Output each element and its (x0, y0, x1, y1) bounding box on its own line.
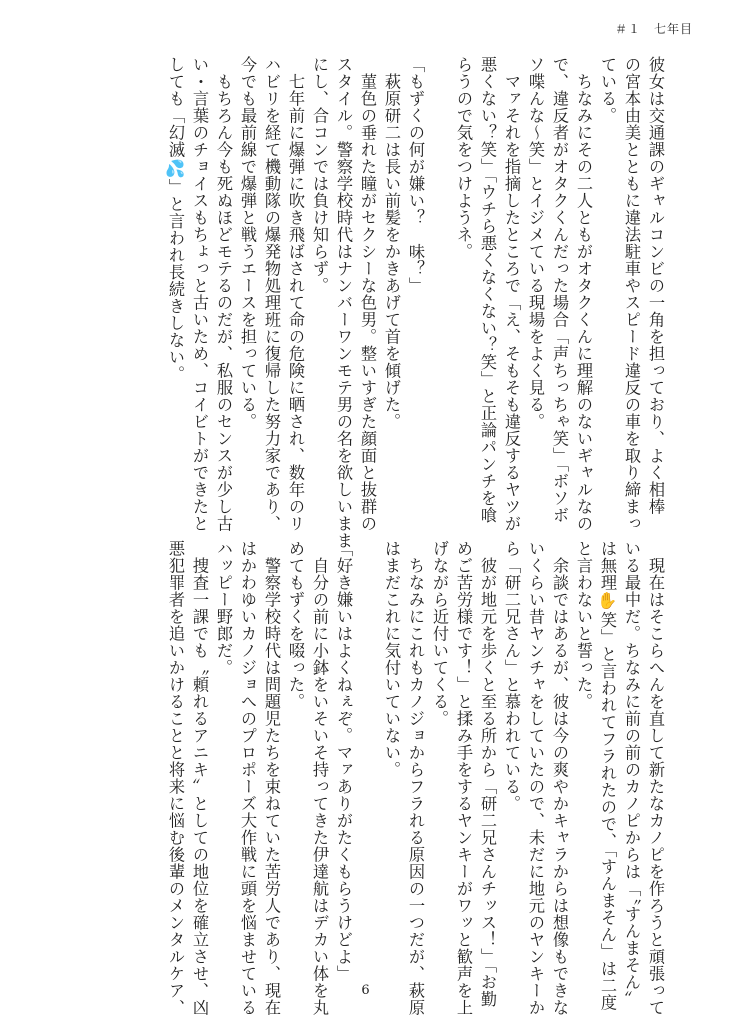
text-line: ちなみにこれもカノジョからフラれる原因の一つだが、萩原 (406, 540, 425, 1016)
text-line (355, 540, 379, 970)
text-line: ハッピー野郎だ。 (214, 540, 233, 676)
text-line: もちろん今も死ぬほどモテるのだが、私服のセンスが少し古 (214, 56, 233, 532)
text-line: ハビリを経て機動隊の爆発物処理班に復帰した努力家であり、 (262, 56, 281, 532)
text-line: らうので気をつけようネ。 (454, 56, 473, 260)
text-line: ソ喋んな〜笑」とイジメている現場をよく見る。 (526, 56, 545, 430)
text-line: 自分の前に小鉢をいそいそ持ってきた伊達航はデカい体を丸 (310, 540, 329, 1016)
text-line: 「もずくの何が嫌い？ 味？」 (406, 56, 425, 294)
text-line: 七年前に爆弾に吹き飛ばされて命の危険に晒され、数年のリ (286, 56, 305, 532)
text-line: はかわゆいカノジョへのプロポーズ大作戦に頭を悩ませている (238, 540, 257, 1016)
text-line: 現在はそこらへんを直して新たなカノピを作ろうと頑張って (646, 540, 665, 1016)
text-line: 余談ではあるが、彼は今の爽やかキャラからは想像もできな (550, 540, 569, 1016)
text-line: はまだこれに気付いていない。 (382, 540, 401, 778)
text-line: と言わないと誓った。 (574, 540, 593, 710)
text-line: げながら近付いてくる。 (430, 540, 449, 727)
text-line: マァそれを指摘したところで「え、そもそも違反するヤツが (502, 56, 521, 532)
text-line: スタイル。警察学校時代はナンバーワンモテ男の名を欲しいまま (334, 56, 353, 549)
text-line: 悪犯罪者を追いかけることと将来に悩む後輩のメンタルケア、 (166, 540, 185, 1016)
text-line: めてもずくを啜った。 (286, 540, 305, 710)
text-line: 「好き嫌いはよくねぇぞ。マァありがたくもらうけどよ」 (334, 540, 353, 982)
text-line: 彼女は交通課のギャルコンビの一角を担っており、よく相棒 (646, 56, 665, 515)
text-line: ら「研二兄さん」と慕われている。 (502, 540, 521, 812)
text-line: ている。 (598, 56, 617, 124)
running-header: ＃１ 七年目 (614, 22, 693, 36)
page-number: 6 (361, 983, 370, 998)
text-line (427, 56, 451, 486)
text-line: 彼が地元を歩くと至る所から「研二兄さんチッス！」「お勤 (478, 540, 497, 1008)
text-line: 警察学校時代は問題児たちを束ねていた苦労人であり、現在 (262, 540, 281, 1016)
text-line: にし、合コンでは負け知らず。 (310, 56, 329, 294)
text-line: 悪くない？笑」「ウチら悪くなくない？笑」と正論パンチを喰 (478, 56, 497, 524)
text-line: は無理✋笑」と言われてフラれたので、「すんまそん」は二度 (598, 540, 617, 1012)
text-line: いくらい昔ヤンチャをしていたので、未だに地元のヤンキーか (526, 540, 545, 1016)
text-block-top (107, 56, 667, 549)
text-line: ちなみにその二人ともがオタクくんに理解のないギャルなの (574, 56, 593, 532)
text-line: 捜査一課でも〝頼れるアニキ〟としての地位を確立させ、凶 (190, 540, 209, 1016)
text-line: で、違反者がオタクくんだった場合「声ちっちゃ笑」「ボソボ (550, 56, 569, 524)
text-block-bottom (107, 540, 667, 1016)
text-line: いる最中だ。ちなみに前の前のカノピからは「〝すんまそん〟 (622, 540, 641, 1008)
text-line: の宮本由美とともに違法駐車やスピード違反の車を取り締まっ (622, 56, 641, 532)
text-line: めご苦労様です！」と揉み手をするヤンキーがワッと歓声を上 (454, 540, 473, 1016)
text-line: 今でも最前線で爆弾と戦うエースを担っている。 (238, 56, 257, 430)
text-line: 萩原研二は長い前髪をかきあげて首を傾げた。 (382, 56, 401, 430)
text-line: しても「幻滅💦」と言われ長続きしない。 (166, 56, 185, 383)
text-line: い・言葉のチョイスもちょっと古いため、コイビトができたと (190, 56, 209, 532)
text-line: 菫色の垂れた瞳がセクシーな色男。整いすぎた顔面と抜群の (358, 56, 377, 532)
